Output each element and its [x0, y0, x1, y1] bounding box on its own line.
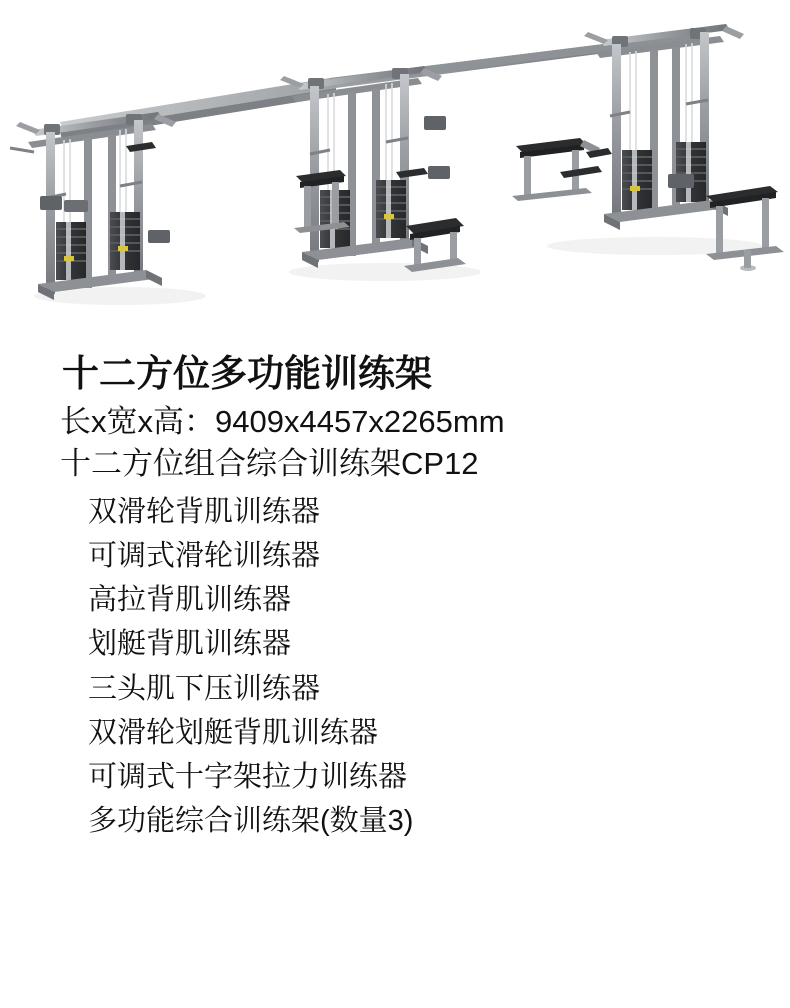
seat-pad-right [560, 148, 612, 178]
list-item: 双滑轮背肌训练器 [88, 496, 321, 529]
list-item: 划艇背肌训练器 [88, 628, 292, 661]
machine-station-middle [280, 66, 466, 272]
gym-machine-drawing [0, 0, 790, 340]
model-line: 十二方位组合综合训练架CP12 [60, 445, 479, 481]
list-item: 双滑轮划艇背肌训练器 [88, 716, 379, 749]
bench-flat-right [706, 186, 784, 271]
dimensions-line: 长x宽x高：9409x4457x2265mm [60, 403, 505, 439]
product-description [0, 352, 790, 843]
list-item: 高拉背肌训练器 [88, 584, 292, 617]
machine-station-right [512, 24, 784, 271]
list-item: 可调式十字架拉力训练器 [88, 760, 408, 793]
list-item: 可调式滑轮训练器 [88, 540, 321, 573]
machine-station-left [10, 112, 176, 300]
station-list [0, 490, 790, 843]
list-item: 三头肌下压训练器 [88, 672, 321, 705]
product-illustration [0, 0, 790, 340]
list-item: 多功能综合训练架(数量3) [88, 804, 414, 837]
page-title: 十二方位多功能训练架 [62, 353, 432, 394]
